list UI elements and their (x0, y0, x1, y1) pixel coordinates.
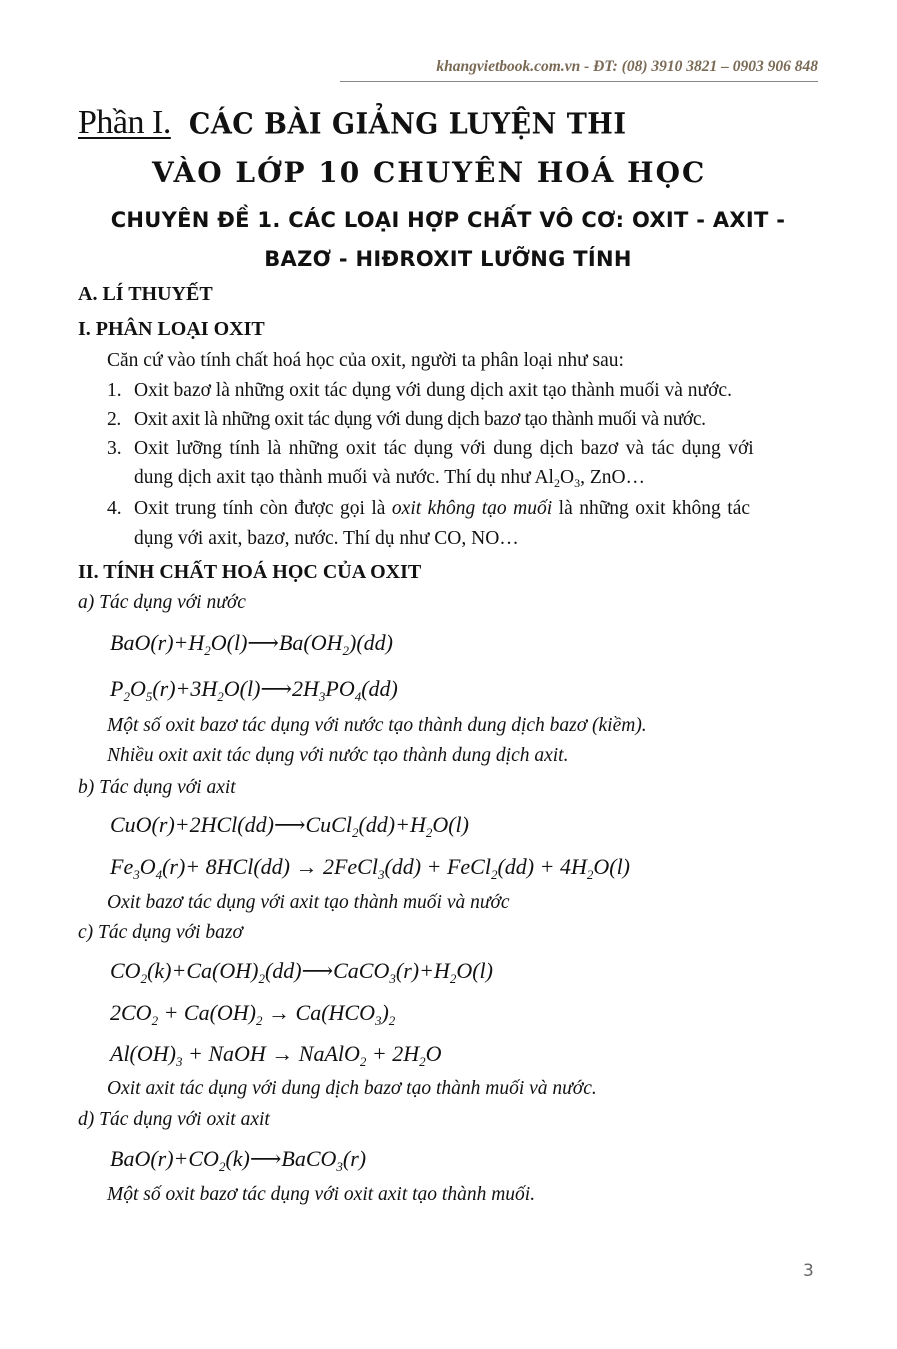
subsection-d-heading: d) Tác dụng với oxit axit (78, 1109, 270, 1130)
equation-text: (r) (342, 1146, 367, 1171)
list-text: Oxit bazơ là những oxit tác dụng với dung dịch axit tạo thành muối và nước. (134, 380, 732, 401)
subscript: 3 (377, 867, 385, 882)
subscript: 3 (133, 867, 140, 882)
equation-text: BaO(r)+H (110, 630, 205, 655)
note: Oxit axit tác dụng với dung dịch bazơ tạo thành muối và nước. (107, 1078, 597, 1099)
note: Một số oxit bazơ tác dụng với nước tạo thành dung dịch bazơ (kiềm). (107, 715, 647, 736)
equation-text: O(l) (432, 812, 469, 837)
equation (110, 958, 493, 984)
part-title-line2: VÀO LỚP 10 CHUYÊN HOÁ HỌC (152, 156, 707, 189)
subscript: 2 (342, 643, 350, 658)
subscript: 2 (140, 971, 148, 986)
list-number: 3. (107, 438, 122, 459)
equation-text: (r)+H (395, 958, 450, 983)
subscript: 3 (389, 971, 396, 986)
section-i-intro: Căn cứ vào tính chất hoá học của oxit, người ta phân loại như sau: (107, 350, 624, 371)
subscript: 2 (449, 971, 457, 986)
equation-text: (k)⟶BaCO (225, 1146, 337, 1171)
list-text: Oxit lưỡng tính là những oxit tác dụng với dung dịch bazơ và tác dụng với (134, 438, 754, 459)
equation-text: + 2H (366, 1041, 420, 1066)
equation-text: (dd)⟶CaCO (264, 958, 390, 983)
equation (110, 854, 630, 880)
equation-text: PO (325, 676, 355, 701)
subscript: 2 (553, 476, 560, 490)
list-text: Oxit trung tính còn được gọi là (134, 498, 392, 519)
equation (110, 1000, 395, 1026)
equation-text: CuO(r)+2HCl(dd)⟶CuCl (110, 812, 352, 837)
list-item-3-cont (134, 467, 645, 489)
subscript: 3 (374, 1013, 382, 1028)
page-header: khangvietbook.com.vn - ĐT: (08) 3910 3821 – 0903 906 848 (436, 58, 818, 75)
equation-text: CO (110, 958, 141, 983)
list-item-4 (107, 498, 750, 520)
subscript: 2 (490, 867, 498, 882)
equation-text: O(l)⟶Ba(OH (210, 630, 343, 655)
list-item-4-cont: dụng với axit, bazơ, nước. Thí dụ như CO, NO… (134, 528, 519, 549)
part-title (78, 104, 626, 142)
subscript: 2 (151, 1013, 159, 1028)
page-number: 3 (803, 1261, 814, 1281)
list-number: 2. (107, 409, 121, 430)
list-number: 1. (107, 380, 122, 401)
equation-text: BaO(r)+CO (110, 1146, 219, 1171)
subscript: 2 (217, 689, 224, 704)
equation (110, 1041, 442, 1067)
topic-title-line2: BAZƠ - HIĐROXIT LƯỠNG TÍNH (264, 247, 632, 271)
subscript: 2 (359, 1054, 367, 1069)
subscript: 2 (256, 1013, 263, 1028)
equation-text: O (425, 1041, 442, 1066)
equation-text: (dd) (361, 676, 398, 701)
subscript: 2 (258, 971, 265, 986)
equation (110, 1146, 366, 1172)
list-item-1 (107, 380, 732, 402)
list-text: Oxit axit là những oxit tác dụng với dung dịch bazơ tạo thành muối và nước. (134, 409, 706, 430)
part-label: Phần I. (78, 104, 171, 141)
note: Một số oxit bazơ tác dụng với oxit axit tạo thành muối. (107, 1184, 536, 1205)
section-a-heading: A. LÍ THUYẾT (78, 283, 213, 305)
subscript: 2 (425, 825, 433, 840)
equation-text: O (139, 854, 156, 879)
list-number: 4. (107, 498, 122, 519)
list-text: , ZnO… (580, 467, 646, 488)
equation-text: (r)+ 8HCl(dd) → 2FeCl (162, 854, 378, 879)
subscript: 5 (145, 689, 153, 704)
equation-text: ) (381, 1000, 389, 1025)
equation-text: O (129, 676, 146, 701)
equation-text: → Ca(HCO (262, 1000, 375, 1025)
subscript: 2 (419, 1054, 426, 1069)
equation (110, 676, 398, 702)
equation-text: 2CO (110, 1000, 152, 1025)
equation-text: (k)+Ca(OH) (147, 958, 259, 983)
subscript: 4 (354, 689, 362, 704)
list-text-italic: oxit không tạo muối (391, 498, 553, 519)
equation (110, 630, 393, 656)
equation (110, 812, 469, 838)
topic-title-line1: CHUYÊN ĐỀ 1. CÁC LOẠI HỢP CHẤT VÔ CƠ: OXIT - AXIT - (110, 208, 786, 232)
equation-text: + Ca(OH) (158, 1000, 257, 1025)
header-rule (340, 81, 818, 82)
subscript: 2 (218, 1159, 226, 1174)
subsection-a-heading: a) Tác dụng với nước (78, 592, 246, 613)
list-text: dung dịch axit tạo thành muối và nước. Thí dụ như Al (134, 467, 554, 488)
part-title-line1: CÁC BÀI GIẢNG LUYỆN THI (188, 107, 627, 142)
subscript: 3 (175, 1054, 183, 1069)
note: Oxit bazơ tác dụng với axit tạo thành muối và nước (107, 892, 510, 913)
subscript: 2 (204, 643, 211, 658)
equation-text: )(dd) (349, 630, 393, 655)
note: Nhiều oxit axit tác dụng với nước tạo thành dung dịch axit. (107, 745, 569, 766)
equation-text: P (110, 676, 124, 701)
list-text: O (559, 467, 575, 488)
subscript: 4 (155, 867, 163, 882)
equation-text: O(l)⟶2H (223, 676, 319, 701)
subsection-b-heading: b) Tác dụng với axit (78, 777, 236, 798)
equation-text: (dd) + FeCl (384, 854, 491, 879)
subscript: 3 (318, 689, 326, 704)
subscript: 3 (574, 476, 581, 490)
subscript: 3 (336, 1159, 343, 1174)
subscript: 2 (351, 825, 359, 840)
equation-text: Fe (110, 854, 134, 879)
equation-text: (r)+3H (152, 676, 218, 701)
subscript: 2 (586, 867, 594, 882)
equation-text: O(l) (593, 854, 631, 879)
equation-text: (dd) + 4H (497, 854, 587, 879)
list-item-3 (107, 438, 754, 460)
list-text: là những oxit không tác (552, 498, 751, 519)
equation-text: (dd)+H (358, 812, 426, 837)
section-i-heading: I. PHÂN LOẠI OXIT (78, 318, 265, 340)
subscript: 2 (388, 1013, 396, 1028)
subscript: 2 (123, 689, 130, 704)
subsection-c-heading: c) Tác dụng với bazơ (78, 922, 243, 943)
equation-text: O(l) (456, 958, 493, 983)
section-ii-heading: II. TÍNH CHẤT HOÁ HỌC CỦA OXIT (78, 561, 422, 583)
list-item-2 (107, 409, 706, 431)
equation-text: + NaOH → NaAlO (182, 1041, 360, 1066)
equation-text: Al(OH) (110, 1041, 176, 1066)
